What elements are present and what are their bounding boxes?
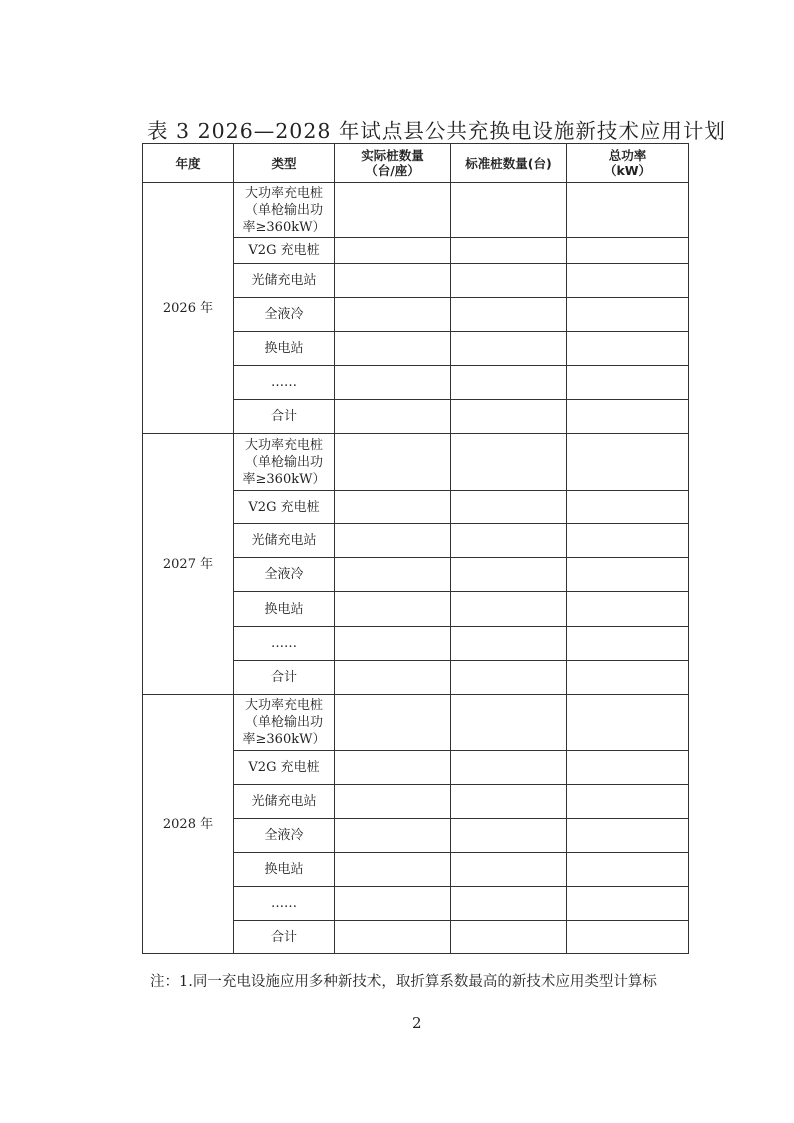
- standard-count-cell[interactable]: [451, 264, 567, 298]
- total-power-cell[interactable]: [567, 524, 689, 558]
- total-power-cell[interactable]: [567, 366, 689, 400]
- actual-count-cell[interactable]: [335, 183, 451, 238]
- type-cell: 光储充电站: [234, 785, 335, 819]
- actual-count-cell[interactable]: [335, 751, 451, 785]
- actual-count-cell[interactable]: [335, 238, 451, 264]
- standard-count-cell[interactable]: [451, 853, 567, 887]
- page-number: 2: [412, 1014, 422, 1032]
- column-header: 实际桩数量 （台/座）: [335, 144, 451, 183]
- standard-count-cell[interactable]: [451, 400, 567, 434]
- actual-count-cell[interactable]: [335, 491, 451, 524]
- actual-count-cell[interactable]: [335, 524, 451, 558]
- total-power-cell[interactable]: [567, 400, 689, 434]
- standard-count-cell[interactable]: [451, 238, 567, 264]
- standard-count-cell[interactable]: [451, 785, 567, 819]
- actual-count-cell[interactable]: [335, 366, 451, 400]
- actual-count-cell[interactable]: [335, 434, 451, 491]
- actual-count-cell[interactable]: [335, 592, 451, 627]
- total-power-cell[interactable]: [567, 238, 689, 264]
- total-power-cell[interactable]: [567, 695, 689, 751]
- total-power-cell[interactable]: [567, 819, 689, 853]
- total-power-cell[interactable]: [567, 264, 689, 298]
- column-header: 类型: [234, 144, 335, 183]
- standard-count-cell[interactable]: [451, 183, 567, 238]
- standard-count-cell[interactable]: [451, 491, 567, 524]
- standard-count-cell[interactable]: [451, 819, 567, 853]
- footnote: 注：1.同一充电设施应用多种新技术，取折算系数最高的新技术应用类型计算标: [150, 974, 657, 990]
- standard-count-cell[interactable]: [451, 332, 567, 366]
- type-cell: ……: [234, 887, 335, 921]
- total-power-cell[interactable]: [567, 332, 689, 366]
- type-cell: V2G 充电桩: [234, 751, 335, 785]
- total-power-cell[interactable]: [567, 183, 689, 238]
- total-power-cell[interactable]: [567, 558, 689, 592]
- type-cell: ……: [234, 366, 335, 400]
- table-row: [143, 183, 689, 238]
- type-cell: V2G 充电桩: [234, 238, 335, 264]
- standard-count-cell[interactable]: [451, 524, 567, 558]
- type-cell: 光储充电站: [234, 524, 335, 558]
- total-power-cell[interactable]: [567, 785, 689, 819]
- standard-count-cell[interactable]: [451, 298, 567, 332]
- standard-count-cell[interactable]: [451, 751, 567, 785]
- actual-count-cell[interactable]: [335, 887, 451, 921]
- type-cell: 大功率充电桩 （单枪输出功 率≥360kW）: [234, 695, 335, 751]
- total-power-cell[interactable]: [567, 751, 689, 785]
- type-cell: 全液冷: [234, 558, 335, 592]
- total-power-cell[interactable]: [567, 661, 689, 695]
- standard-count-cell[interactable]: [451, 921, 567, 954]
- total-power-cell[interactable]: [567, 627, 689, 661]
- total-power-cell[interactable]: [567, 491, 689, 524]
- actual-count-cell[interactable]: [335, 264, 451, 298]
- standard-count-cell[interactable]: [451, 592, 567, 627]
- column-header: 年度: [143, 144, 234, 183]
- actual-count-cell[interactable]: [335, 627, 451, 661]
- plan-table: [142, 143, 689, 954]
- year-cell: 2026 年: [143, 183, 234, 434]
- actual-count-cell[interactable]: [335, 921, 451, 954]
- total-power-cell[interactable]: [567, 887, 689, 921]
- actual-count-cell[interactable]: [335, 332, 451, 366]
- actual-count-cell[interactable]: [335, 853, 451, 887]
- actual-count-cell[interactable]: [335, 661, 451, 695]
- type-cell: 光储充电站: [234, 264, 335, 298]
- standard-count-cell[interactable]: [451, 366, 567, 400]
- type-cell: ……: [234, 627, 335, 661]
- total-power-cell[interactable]: [567, 298, 689, 332]
- year-cell: 2028 年: [143, 695, 234, 954]
- standard-count-cell[interactable]: [451, 887, 567, 921]
- actual-count-cell[interactable]: [335, 298, 451, 332]
- standard-count-cell[interactable]: [451, 661, 567, 695]
- total-power-cell[interactable]: [567, 592, 689, 627]
- type-cell: 全液冷: [234, 298, 335, 332]
- standard-count-cell[interactable]: [451, 558, 567, 592]
- actual-count-cell[interactable]: [335, 695, 451, 751]
- column-header: 总功率 （kW）: [567, 144, 689, 183]
- type-cell: 大功率充电桩 （单枪输出功 率≥360kW）: [234, 434, 335, 491]
- standard-count-cell[interactable]: [451, 695, 567, 751]
- table-row: [143, 695, 689, 751]
- total-power-cell[interactable]: [567, 853, 689, 887]
- type-cell: 合计: [234, 661, 335, 695]
- type-cell: 换电站: [234, 853, 335, 887]
- type-cell: 换电站: [234, 332, 335, 366]
- header-row: [143, 144, 689, 183]
- actual-count-cell[interactable]: [335, 785, 451, 819]
- type-cell: V2G 充电桩: [234, 491, 335, 524]
- table-title: 表 3 2026—2028 年试点县公共充换电设施新技术应用计划: [147, 119, 726, 143]
- standard-count-cell[interactable]: [451, 434, 567, 491]
- type-cell: 换电站: [234, 592, 335, 627]
- year-cell: 2027 年: [143, 434, 234, 695]
- type-cell: 合计: [234, 400, 335, 434]
- total-power-cell[interactable]: [567, 921, 689, 954]
- actual-count-cell[interactable]: [335, 819, 451, 853]
- type-cell: 全液冷: [234, 819, 335, 853]
- total-power-cell[interactable]: [567, 434, 689, 491]
- type-cell: 合计: [234, 921, 335, 954]
- actual-count-cell[interactable]: [335, 558, 451, 592]
- column-header: 标准桩数量(台): [451, 144, 567, 183]
- standard-count-cell[interactable]: [451, 627, 567, 661]
- actual-count-cell[interactable]: [335, 400, 451, 434]
- table-row: [143, 434, 689, 491]
- type-cell: 大功率充电桩 （单枪输出功 率≥360kW）: [234, 183, 335, 238]
